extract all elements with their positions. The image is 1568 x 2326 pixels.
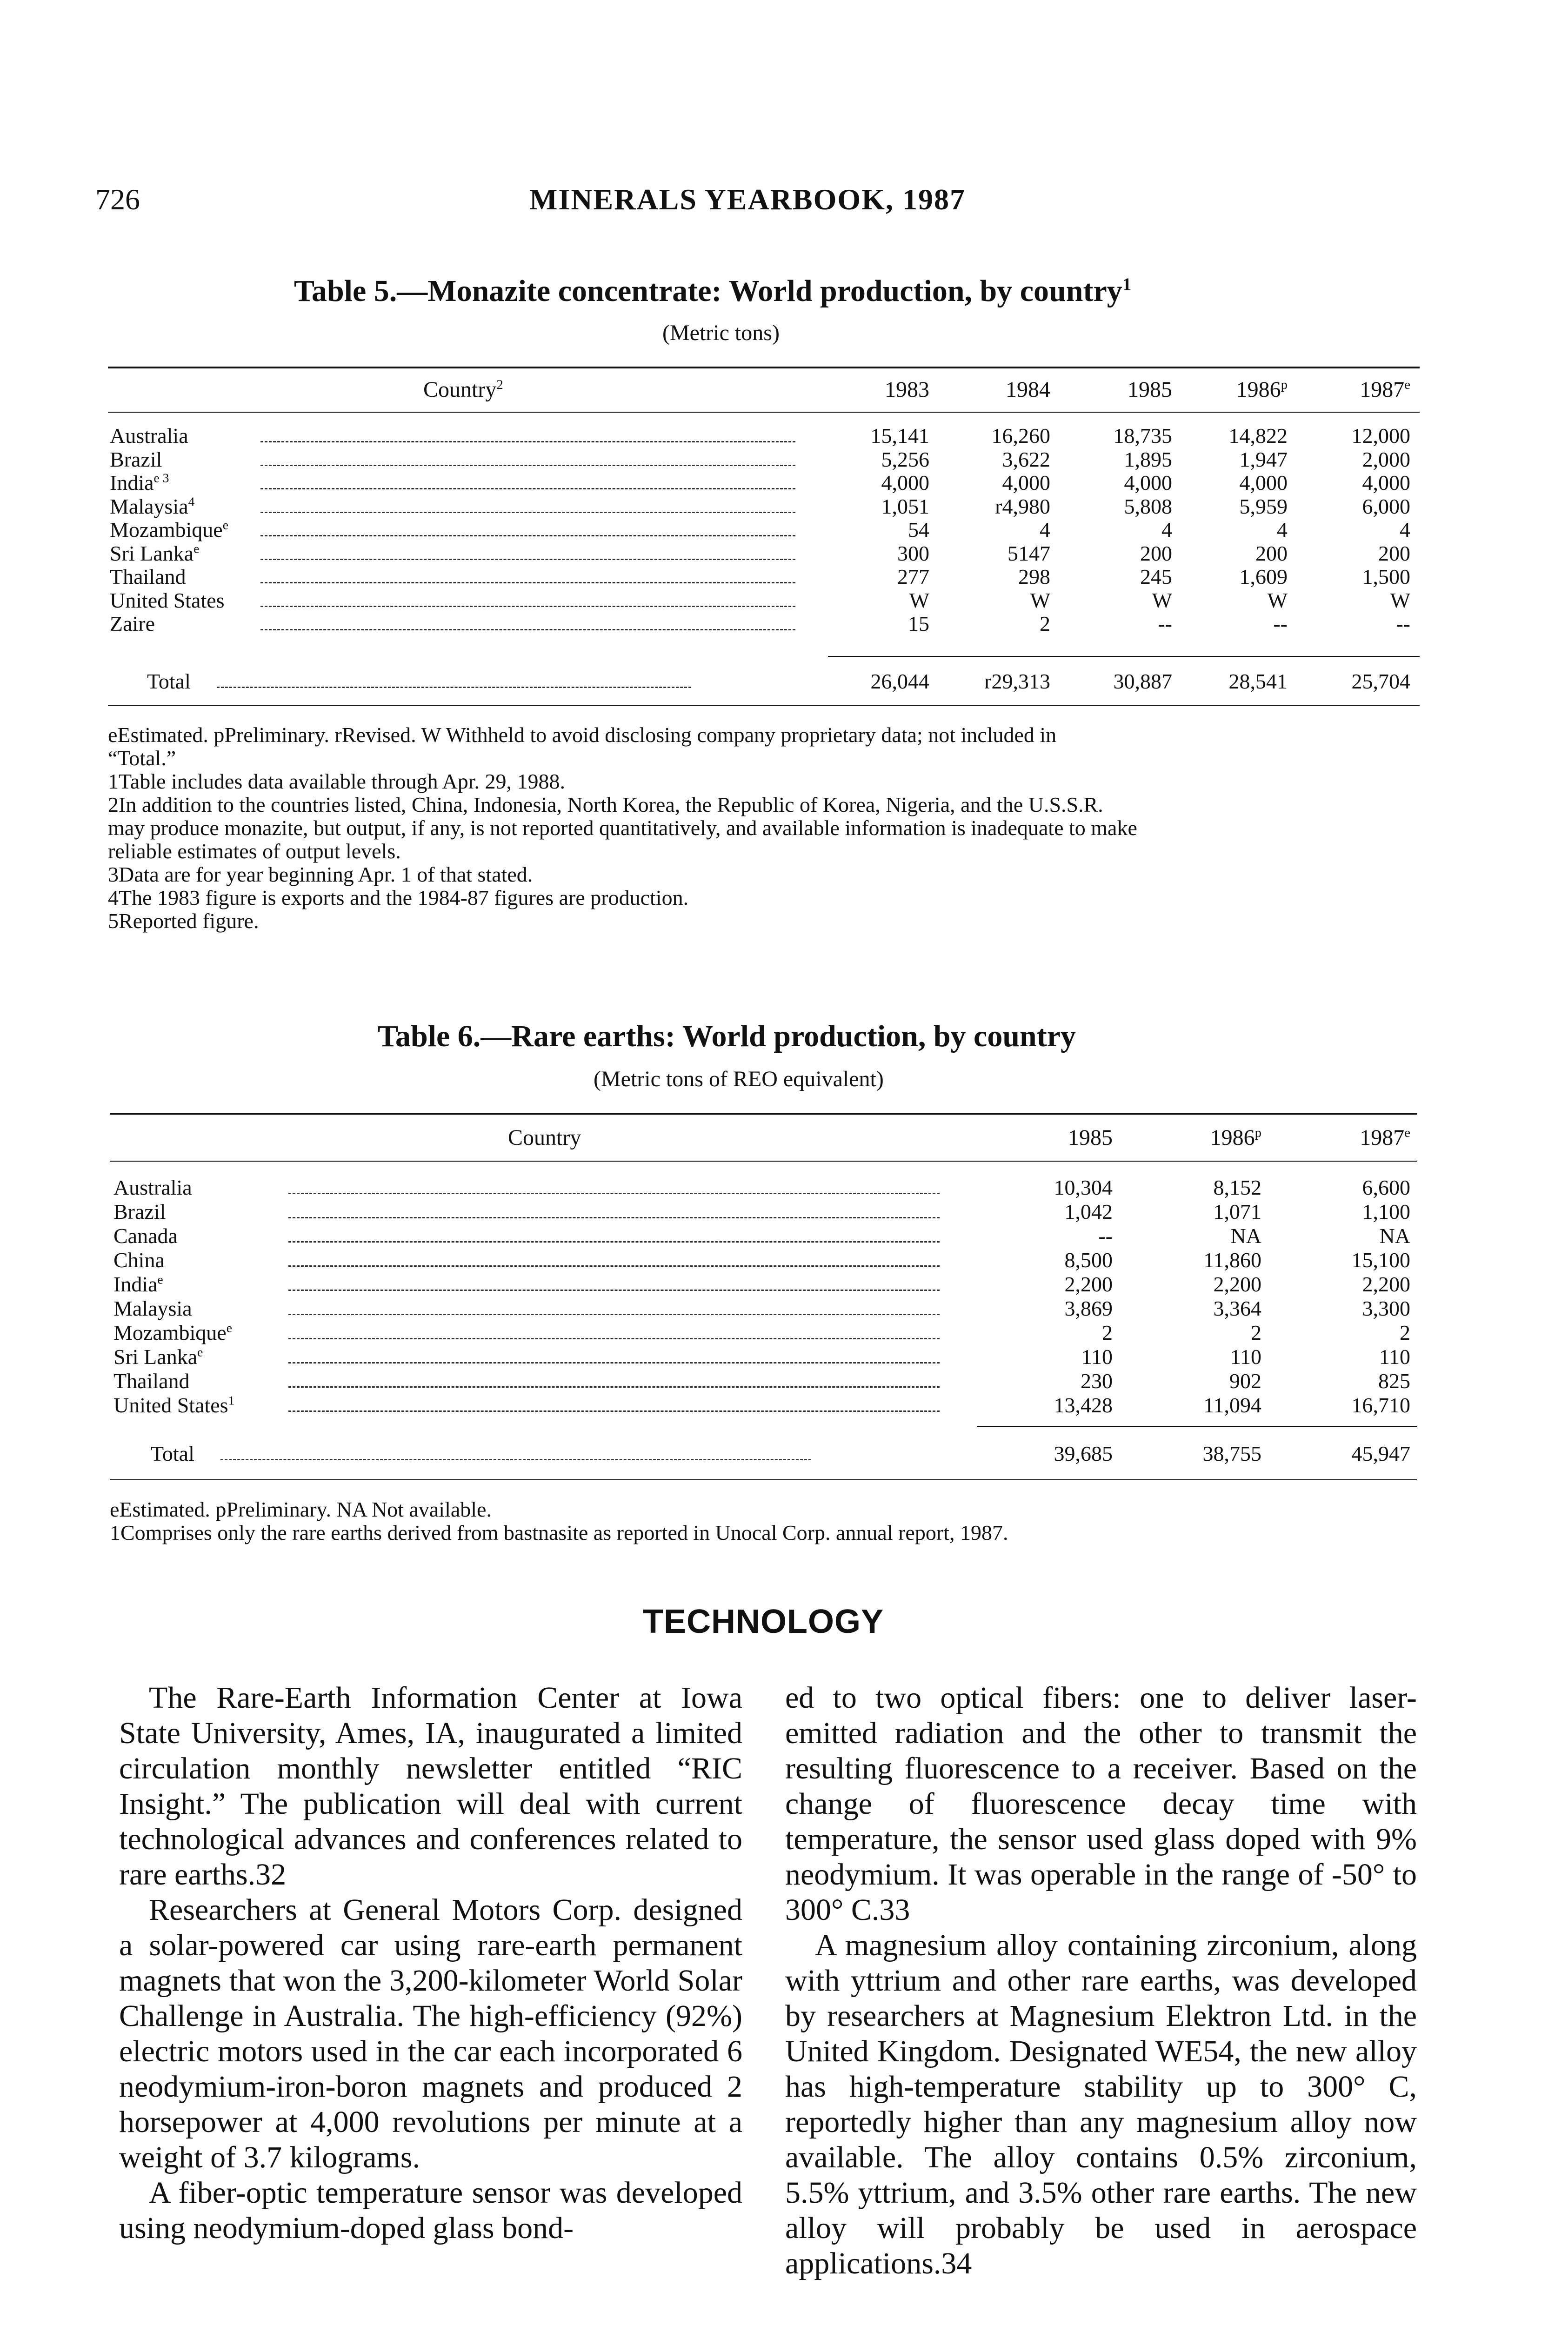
table6-total-rule <box>977 1426 1417 1427</box>
table6-cell: 15,100 <box>1351 1248 1410 1272</box>
table6-leader <box>288 1410 940 1412</box>
table5-row-label: Mozambique$^e$ <box>110 517 228 541</box>
table5-cell: 4,000 <box>1239 471 1288 495</box>
table6-leader <box>288 1217 940 1218</box>
table5-leader <box>217 687 691 688</box>
table5-top-rule <box>108 367 1420 368</box>
table5-total-label: Total <box>147 669 191 693</box>
table5-cell: W <box>909 588 929 612</box>
table6-leader <box>288 1338 940 1339</box>
table5-cell: 277 <box>897 565 929 588</box>
table6-header-rule <box>110 1161 1417 1162</box>
table5-footnote: 1Table includes data available through Apr. 29, 1988. <box>108 769 565 793</box>
table5-cell: 5,959 <box>1239 494 1288 518</box>
table5-row-label: Zaire <box>110 612 155 635</box>
table5-cell: r4,980 <box>995 494 1050 518</box>
table5-footnote: 2In addition to the countries listed, China, Indonesia, North Korea, the Republic of Korea, Nigeria, and the U.S.S.R. <box>108 793 1103 816</box>
table5-bottom-rule <box>108 705 1420 706</box>
table6-footnote: eEstimated. pPreliminary. NA Not available. <box>110 1497 492 1521</box>
table6-cell: 2,200 <box>1213 1272 1261 1296</box>
table5-leader <box>260 629 795 630</box>
table5-row-label: Thailand <box>110 565 186 588</box>
table5-country-header: Country$^2$ <box>423 377 503 402</box>
table5-cell: 200 <box>1255 541 1288 565</box>
table5-footnote: 4The 1983 figure is exports and the 1984-87 figures are production. <box>108 886 689 909</box>
table6-cell: 8,500 <box>1064 1248 1113 1272</box>
table6-leader <box>288 1386 940 1388</box>
table5-leader <box>260 465 795 466</box>
table5-total-cell: 30,887 <box>1113 669 1172 693</box>
table5-cell: 1,051 <box>881 494 929 518</box>
table6-year-header: 1985 <box>1068 1125 1113 1150</box>
table5-cell: 4 <box>1161 518 1172 541</box>
table5-cell: 4 <box>1040 518 1050 541</box>
table6-cell: 2,200 <box>1362 1272 1410 1296</box>
table5-cell: 6,000 <box>1362 494 1410 518</box>
table5-total-cell: 26,044 <box>870 669 929 693</box>
table6-cell: 110 <box>1379 1345 1410 1369</box>
table6-cell: 825 <box>1378 1369 1410 1393</box>
table5-title: Table 5.—Monazite concentrate: World production, by country$^1$ <box>294 274 1132 308</box>
table5-year-header: 1987e <box>1360 377 1410 402</box>
table6-cell: 8,152 <box>1213 1176 1261 1199</box>
table6-footnote: 1Comprises only the rare earths derived from bastnasite as reported in Unocal Corp. annual report, 1987. <box>110 1521 1008 1544</box>
table5-cell: 200 <box>1378 541 1410 565</box>
table5-footnote: 3Data are for year beginning Apr. 1 of that stated. <box>108 862 533 886</box>
table5-cell: 15 <box>908 612 929 635</box>
table5-total-rule <box>828 656 1420 657</box>
table6-cell: 13,428 <box>1054 1393 1113 1417</box>
table5-cell: 245 <box>1140 565 1172 588</box>
table5-year-header: 1985 <box>1128 377 1172 402</box>
table6-leader <box>288 1362 940 1364</box>
page-number: 726 <box>95 183 140 216</box>
table5-total-cell: r29,313 <box>984 669 1050 693</box>
table6-total-cell: 38,755 <box>1202 1442 1261 1465</box>
table6-cell: NA <box>1230 1224 1261 1248</box>
table6-cell: NA <box>1379 1224 1410 1248</box>
table6-cell: 902 <box>1229 1369 1261 1393</box>
table5-cell: 4,000 <box>1124 471 1172 495</box>
table6-row-label: Brazil <box>113 1200 166 1223</box>
table6-row-label: China <box>113 1248 165 1272</box>
table5-subtitle: (Metric tons) <box>662 321 780 345</box>
table5-row-label: India$^{e 3}$ <box>110 470 169 495</box>
table5-row-label: Australia <box>110 424 188 448</box>
table6-cell: 230 <box>1081 1369 1113 1393</box>
table6-total-label: Total <box>151 1442 194 1465</box>
table5-cell: -- <box>1158 612 1172 635</box>
right-paragraph: A magnesium alloy containing zirconium, along with yttrium and other rare earths, was developed by researchers at Magnesium Elektron Ltd. in the United Kingdom. Designated WE54, the new alloy has high-temperature stability up to 300° C, reportedly higher than any magnesium alloy now available. The alloy contains 0.5% zirconium, 5.5% yttrium, and 3.5% other rare earths. The new alloy will probably be used in aerospace applications.34 <box>785 1928 1417 2280</box>
table5-cell: W <box>1152 588 1172 612</box>
table5-cell: 5,808 <box>1124 494 1172 518</box>
table5-row-label: Malaysia$^4$ <box>110 494 195 518</box>
table5-footnote: “Total.” <box>108 746 176 770</box>
table6-leader <box>288 1290 940 1291</box>
table6-leader <box>288 1314 940 1315</box>
table5-footnote: reliable estimates of output levels. <box>108 839 401 863</box>
table6-year-header: 1986$^p$ <box>1210 1125 1261 1150</box>
table6-cell: 2 <box>1400 1321 1410 1344</box>
table6-cell: 11,094 <box>1203 1393 1261 1417</box>
left-paragraph: A fiber-optic temperature sensor was developed using neodymium-doped glass bond- <box>119 2176 742 2245</box>
table5-footnotes <box>108 723 1420 933</box>
table5-cell: 54 <box>908 518 929 541</box>
table5-year-header: 1984 <box>1006 377 1050 402</box>
table5-cell: W <box>1030 588 1050 612</box>
table5-cell: 200 <box>1140 541 1172 565</box>
table5-leader <box>260 582 795 583</box>
table5-cell: 14,822 <box>1228 424 1288 448</box>
table6-row-label: United States$^1$ <box>113 1393 235 1417</box>
table5-row-label: United States <box>110 588 225 612</box>
table6-country-header: Country <box>508 1125 581 1150</box>
table5-header-rule <box>108 412 1420 413</box>
table5-footnote: may produce monazite, but output, if any, is not reported quantitatively, and available information is inadequate to make <box>108 816 1137 840</box>
table5-total-cell: 25,704 <box>1351 669 1410 693</box>
table6-title: Table 6.—Rare earths: World production, by country <box>378 1019 1076 1053</box>
table5-leader <box>260 535 795 536</box>
table6-row-label: Malaysia <box>113 1297 192 1320</box>
table6-leader <box>220 1459 811 1460</box>
table6-leader <box>288 1193 940 1194</box>
table6-leader <box>288 1265 940 1267</box>
table5-leader <box>260 606 795 607</box>
table6-bottom-rule <box>110 1479 1417 1480</box>
table6-cell: 1,042 <box>1064 1200 1113 1223</box>
table5-cell: W <box>1390 588 1410 612</box>
table5-footnote: 5Reported figure. <box>108 909 259 933</box>
running-title: MINERALS YEARBOOK, 1987 <box>529 183 966 216</box>
table5-cell: 298 <box>1018 565 1050 588</box>
table5-cell: W <box>1267 588 1288 612</box>
table6-row-label: India$^e$ <box>113 1272 163 1296</box>
table5-cell: 12,000 <box>1351 424 1410 448</box>
table6-cell: 16,710 <box>1351 1393 1410 1417</box>
table5-leader <box>260 512 795 513</box>
table6-cell: 2 <box>1102 1321 1113 1344</box>
right-column <box>785 1680 1417 2281</box>
table5-cell: 2 <box>1040 612 1050 635</box>
table6-subtitle: (Metric tons of REO equivalent) <box>594 1067 884 1091</box>
table6-row-label: Australia <box>113 1176 192 1199</box>
table5-footnote: eEstimated. pPreliminary. rRevised. W Withheld to avoid disclosing company proprietary data; not included in <box>108 723 1057 747</box>
table5-cell: 4,000 <box>1362 471 1410 495</box>
table5-cell: 1,500 <box>1362 565 1410 588</box>
table5-cell: 4 <box>1277 518 1288 541</box>
table5-cell: 2,000 <box>1362 447 1410 471</box>
table5-cell: -- <box>1396 612 1410 635</box>
table5-leader <box>260 441 795 442</box>
table5-cell: 4,000 <box>881 471 929 495</box>
table6-row-label: Mozambique$^e$ <box>113 1320 232 1344</box>
left-paragraph: The Rare-Earth Information Center at Iowa State University, Ames, IA, inaugurated a limited circulation monthly newsletter entitled “RIC Insight.” The publication will deal with current technological advances and conferences related to rare earths.32 <box>119 1681 742 1892</box>
table5-cell: -- <box>1273 612 1288 635</box>
table6-cell: 11,860 <box>1203 1248 1261 1272</box>
table6-cell: 3,364 <box>1213 1297 1261 1320</box>
table6-cell: 2 <box>1251 1321 1261 1344</box>
table6-total-cell: 39,685 <box>1054 1442 1113 1465</box>
table6-leader <box>288 1241 940 1243</box>
table5-cell: 4,000 <box>1002 471 1050 495</box>
table5-year-header: 1986$^p$ <box>1236 377 1288 402</box>
table6-cell: 2,200 <box>1064 1272 1113 1296</box>
table6-row-label: Canada <box>113 1224 178 1248</box>
table6-cell: 1,071 <box>1213 1200 1261 1223</box>
table6-footnotes <box>110 1498 1417 1544</box>
table5-cell: 18,735 <box>1113 424 1172 448</box>
right-paragraph: ed to two optical fibers: one to deliver laser-emitted radiation and the other to transmit the resulting fluorescence to a receiver. Based on the change of fluorescence decay time with temperature, the sensor used glass doped with 9% neodymium. It was operable in the range of -50° to 300° C.33 <box>785 1681 1417 1927</box>
table6-cell: 3,300 <box>1362 1297 1410 1320</box>
table5-cell: 16,260 <box>991 424 1050 448</box>
table5-cell: 4 <box>1400 518 1410 541</box>
section-heading: TECHNOLOGY <box>643 1603 884 1640</box>
table6-cell: 10,304 <box>1054 1176 1113 1199</box>
table5-year-header: 1983 <box>885 377 929 402</box>
table6-cell: 1,100 <box>1362 1200 1410 1223</box>
table5-cell: 1,895 <box>1124 447 1172 471</box>
table6-cell: 110 <box>1230 1345 1261 1369</box>
table6-cell: 110 <box>1081 1345 1113 1369</box>
table6-top-rule <box>110 1113 1417 1115</box>
table5-cell: 15,141 <box>870 424 929 448</box>
table6-row-label: Thailand <box>113 1369 190 1393</box>
table5-row-label: Sri Lanka$^e$ <box>110 541 200 565</box>
table6-cell: -- <box>1098 1224 1113 1248</box>
table6-row-label: Sri Lanka$^e$ <box>113 1344 203 1369</box>
table5-leader <box>260 488 795 489</box>
table5-leader <box>260 559 795 560</box>
table5-row-label: Brazil <box>110 447 162 471</box>
left-paragraph: Researchers at General Motors Corp. designed a solar-powered car using rare-earth permanent magnets that won the 3,200-kilometer World Solar Challenge in Australia. The high-efficiency (92%) electric motors used in the car each incorporated 6 neodymium-iron-boron magnets and produced 2 horsepower at 4,000 revolutions per minute at a weight of 3.7 kilograms. <box>119 1893 742 2174</box>
table5-total-cell: 28,541 <box>1228 669 1288 693</box>
table6-cell: 6,600 <box>1362 1176 1410 1199</box>
left-column <box>119 1680 742 2246</box>
table6-cell: 3,869 <box>1064 1297 1113 1320</box>
table5-cell: 300 <box>897 541 929 565</box>
table5-cell: 1,609 <box>1239 565 1288 588</box>
table5-cell: 3,622 <box>1002 447 1050 471</box>
table6-year-header: 1987e <box>1360 1125 1410 1150</box>
table5-cell: 5,256 <box>881 447 929 471</box>
table5-cell: 1,947 <box>1239 447 1288 471</box>
table6-total-cell: 45,947 <box>1351 1442 1410 1465</box>
table5-cell: 5147 <box>1008 541 1050 565</box>
